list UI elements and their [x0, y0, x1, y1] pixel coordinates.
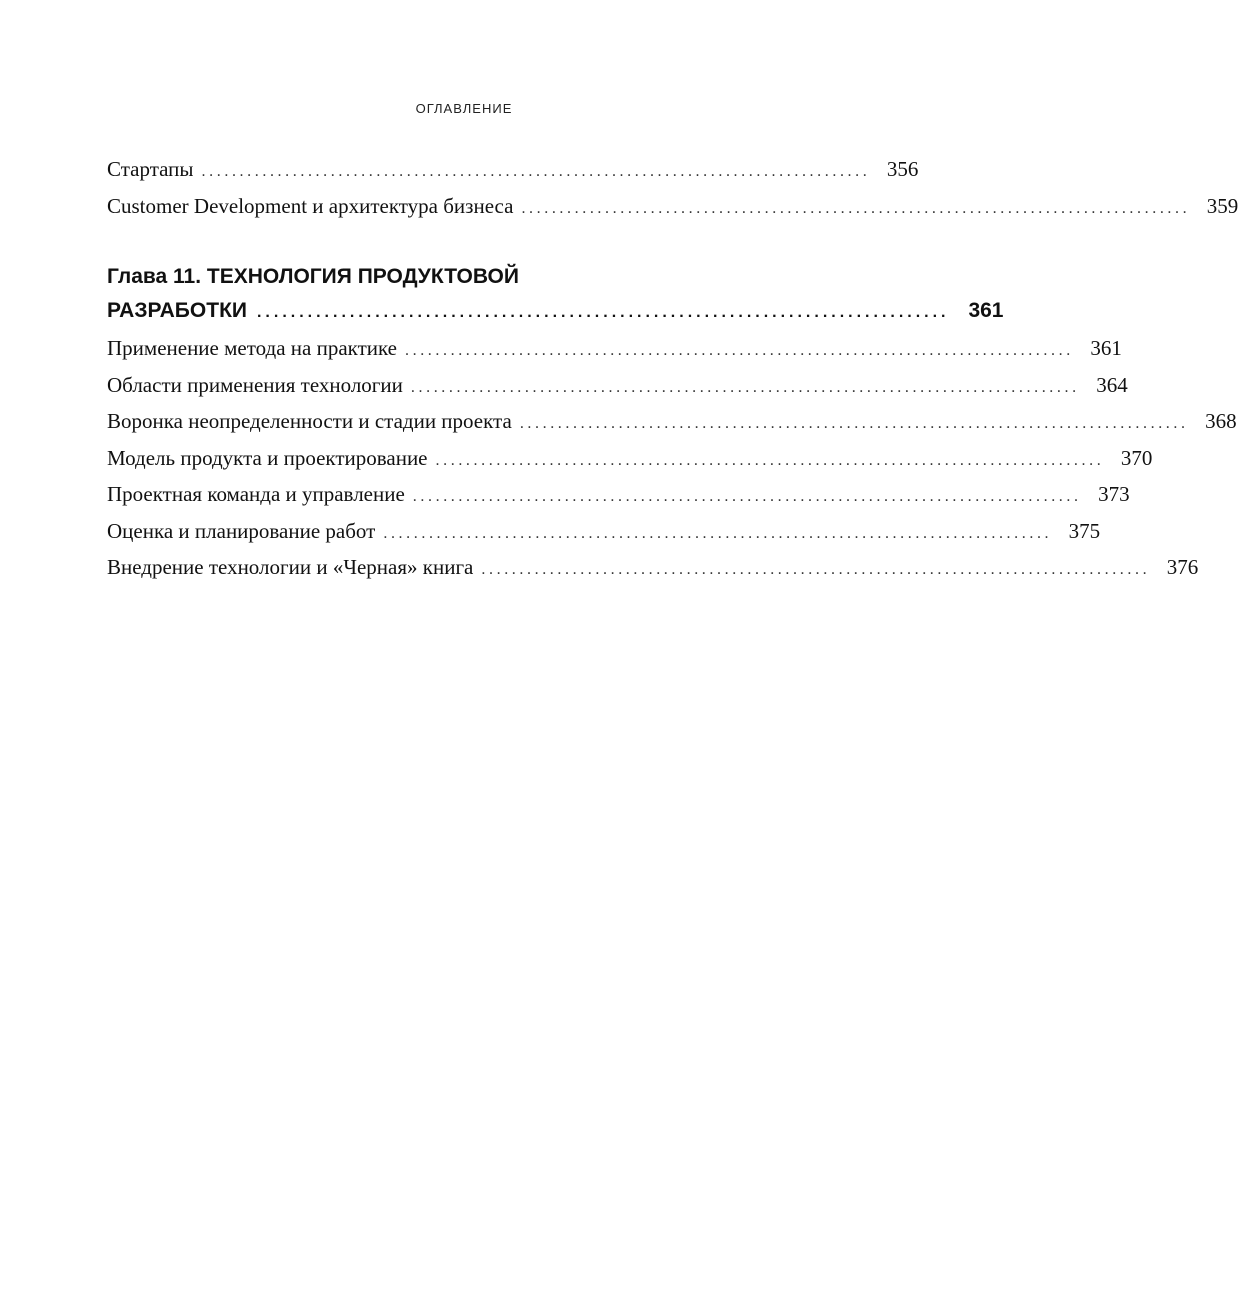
toc-entry[interactable] [107, 482, 1130, 519]
dot-leader: ........................................................................................ [405, 342, 1074, 359]
toc-entry-page: 370 [1120, 445, 1153, 470]
dot-leader: ........................................................................................ [383, 524, 1053, 542]
dot-leader: ........................................................................................ [412, 488, 1082, 505]
dot-leader: .................................................................................. [256, 304, 950, 321]
toc-section-top [107, 157, 1238, 230]
toc-entry[interactable] [107, 445, 1153, 483]
toc-entry[interactable] [107, 409, 1237, 446]
toc-entry-page: 359 [1206, 193, 1238, 218]
dot-leader: ........................................................................................ [435, 451, 1105, 469]
toc-entry-title: Стартапы [107, 157, 194, 181]
chapter-title-line1: Глава 11. ТЕХНОЛОГИЯ ПРОДУКТОВОЙ [107, 265, 519, 288]
dot-leader: ........................................................................................ [201, 163, 871, 180]
chapter-heading[interactable] [107, 260, 1004, 328]
toc-entry-page: 368 [1205, 409, 1237, 433]
chapter-page: 361 [968, 299, 1004, 322]
toc-entry-title: Customer Development и архитектура бизнеса [107, 193, 514, 218]
toc-entry[interactable] [107, 372, 1128, 410]
toc-entry-title: Модель продукта и проектирование [107, 445, 428, 470]
toc-entry-page: 356 [886, 157, 919, 181]
toc-entry[interactable] [107, 336, 1122, 373]
dot-leader: ........................................................................................ [481, 561, 1151, 578]
toc-entry-page: 361 [1090, 336, 1122, 360]
toc-entry-title: Воронка неопределенности и стадии проекта [107, 409, 512, 433]
toc-entry-title: Области применения технологии [107, 372, 403, 397]
dot-leader: ........................................................................................ [519, 415, 1189, 432]
toc-entry[interactable] [107, 555, 1199, 592]
running-head: ОГЛАВЛЕНИЕ [415, 101, 513, 116]
chapter-title-line2: РАЗРАБОТКИ [107, 299, 247, 322]
toc-entry-title: Применение метода на практике [107, 336, 397, 360]
toc-entry-page: 373 [1098, 482, 1130, 506]
toc-entry-title: Оценка и планирование работ [107, 518, 376, 543]
toc-entry-title: Внедрение технологии и «Черная» книга [107, 555, 474, 579]
toc-entry-page: 364 [1096, 372, 1128, 397]
dot-leader: ........................................................................................ [521, 199, 1191, 217]
toc-entry-page: 375 [1068, 518, 1101, 543]
toc-entry[interactable] [107, 157, 919, 194]
toc-entry[interactable] [107, 518, 1101, 556]
toc-entry-page: 376 [1166, 555, 1199, 579]
toc-entry-title: Проектная команда и управление [107, 482, 405, 506]
toc-section-chapter-11 [107, 336, 1237, 592]
toc-entry[interactable] [107, 193, 1238, 231]
chapter-title-line2-row [107, 294, 1004, 328]
dot-leader: ........................................................................................ [410, 378, 1080, 396]
